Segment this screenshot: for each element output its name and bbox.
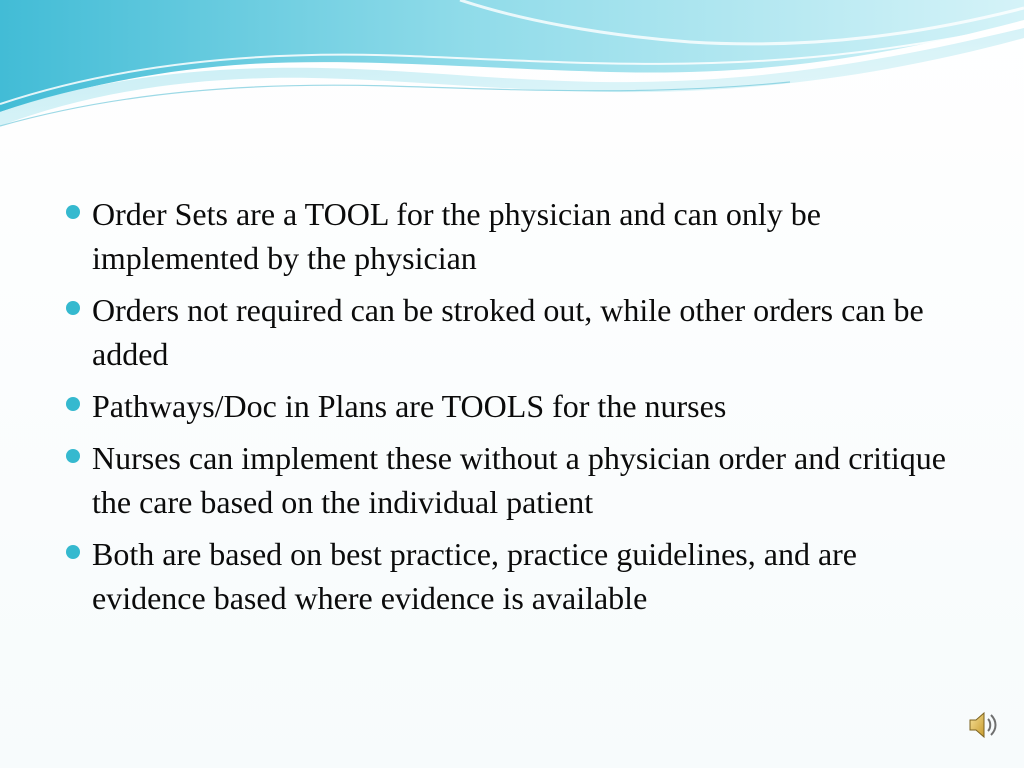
bullet-item [64,532,964,620]
bullet-point-icon [66,545,80,559]
speaker-icon[interactable] [966,708,1000,742]
bullet-item [64,288,964,376]
bullet-list [64,192,964,628]
bullet-text: Pathways/Doc in Plans are TOOLS for the nurses [92,388,727,424]
bullet-item [64,384,964,428]
bullet-text: Order Sets are a TOOL for the physician and can only be implemented by the physician [92,196,821,276]
bullet-point-icon [66,449,80,463]
bullet-item [64,192,964,280]
bullet-text: Both are based on best practice, practice guidelines, and are evidence based where evidence is available [92,536,857,616]
header-wave-decoration [0,0,1024,140]
bullet-item [64,436,964,524]
bullet-point-icon [66,397,80,411]
bullet-point-icon [66,205,80,219]
bullet-text: Orders not required can be stroked out, while other orders can be added [92,292,924,372]
bullet-point-icon [66,301,80,315]
bullet-text: Nurses can implement these without a physician order and critique the care based on the individual patient [92,440,946,520]
